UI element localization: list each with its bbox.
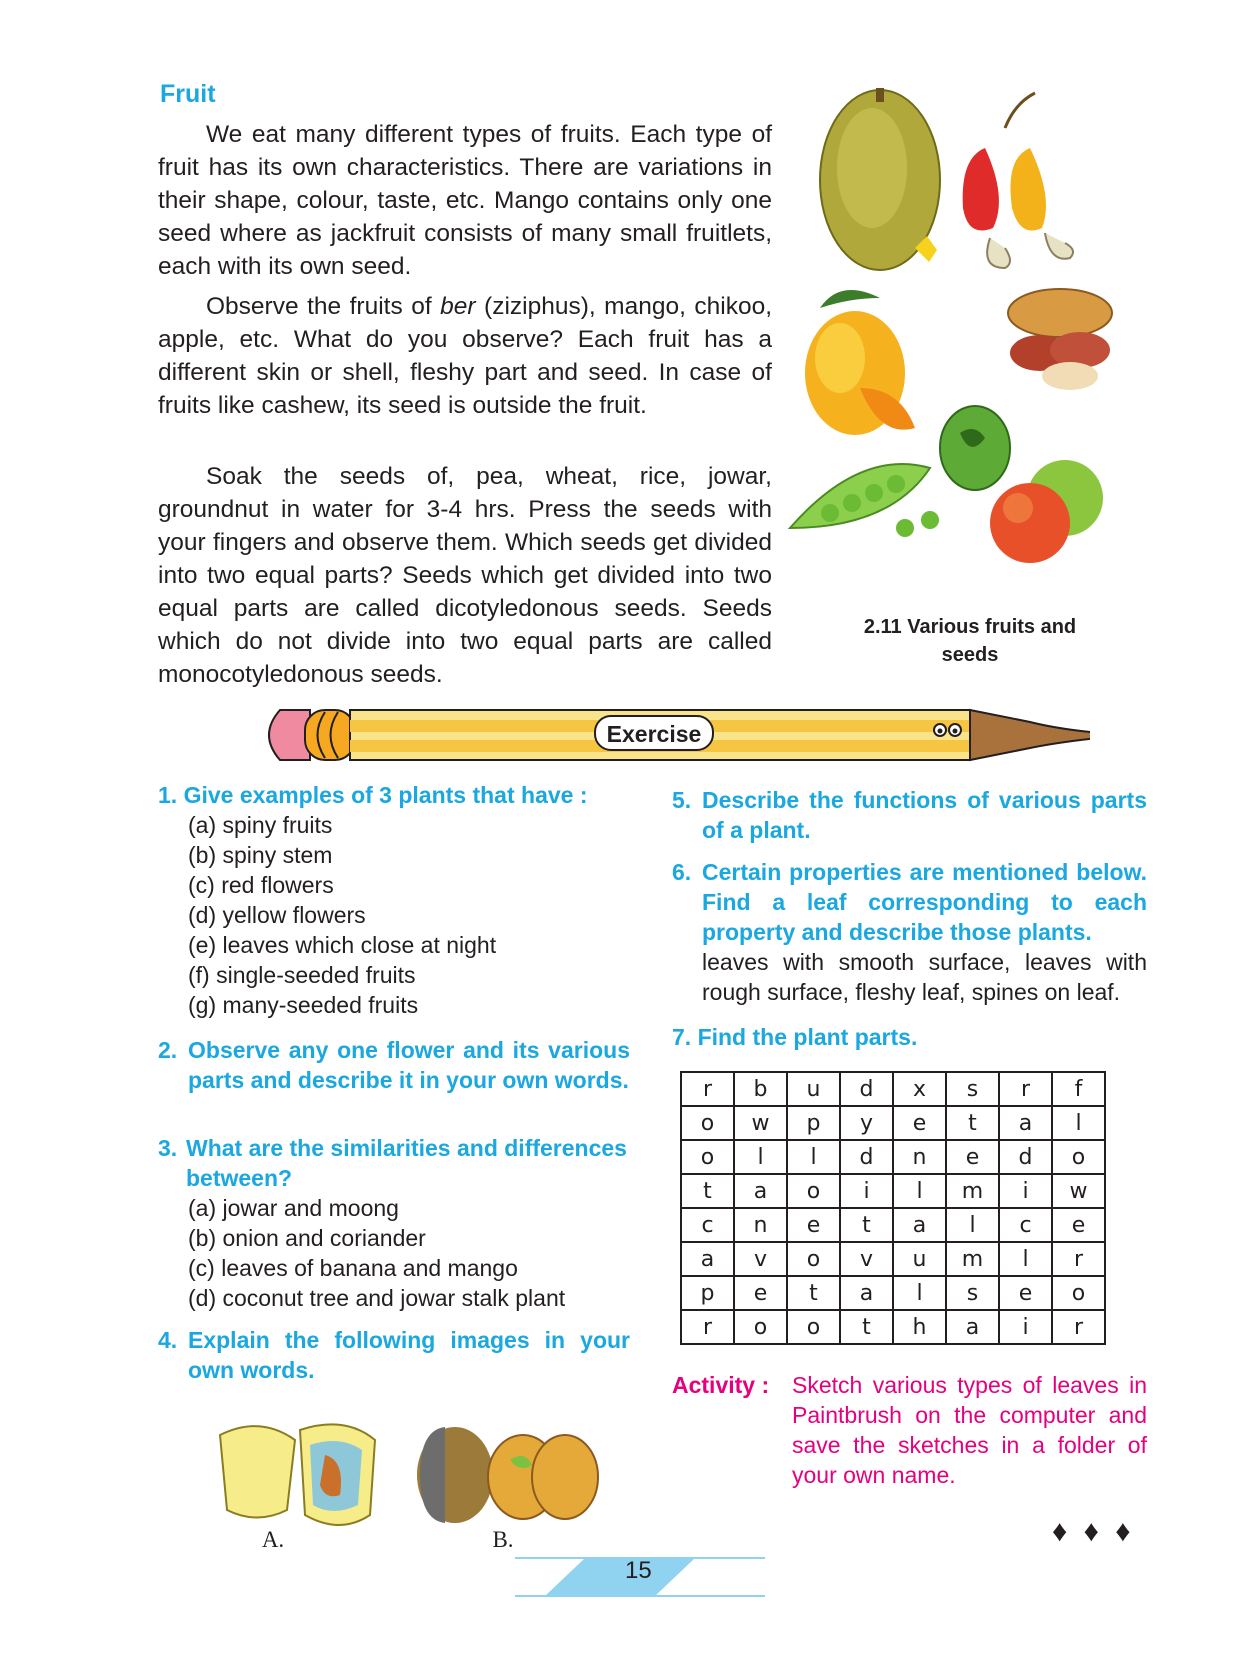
grid-cell: i (999, 1174, 1052, 1208)
grid-cell: n (893, 1140, 946, 1174)
grid-cell: e (1052, 1208, 1105, 1242)
question-6-number: 6. (672, 859, 692, 885)
jackfruit-image (820, 88, 940, 270)
grid-cell: f (1052, 1072, 1105, 1106)
question-4-number: 4. (158, 1327, 178, 1353)
paragraph-observe-fruits: Observe the fruits of ber (ziziphus), mango, chikoo, apple, etc. What do you observe? Each fruit has a different skin or shell, fleshy part and seed. In case of fruits like cashew, its seed is outside the fruit. (158, 293, 773, 419)
list-item: (e) leaves which close at night (188, 932, 497, 958)
grid-row (681, 1310, 1105, 1344)
list-item: (d) yellow flowers (188, 902, 366, 928)
grid-cell: c (681, 1208, 734, 1242)
question-2-title: Observe any one flower and its various parts and describe it in your own words. (188, 1037, 630, 1093)
grid-cell: c (999, 1208, 1052, 1242)
grid-cell: v (734, 1242, 787, 1276)
grid-cell: a (999, 1106, 1052, 1140)
grid-cell: w (734, 1106, 787, 1140)
question-6 (672, 857, 1147, 1007)
grid-cell: r (681, 1072, 734, 1106)
grid-cell: p (681, 1276, 734, 1310)
grid-cell: o (681, 1106, 734, 1140)
grid-row (681, 1174, 1105, 1208)
list-item: (a) spiny fruits (188, 812, 333, 838)
grid-cell: a (681, 1242, 734, 1276)
pea-pod-image (790, 464, 939, 537)
mango-image (805, 290, 915, 435)
grid-cell: u (787, 1072, 840, 1106)
question-3-items (158, 1193, 630, 1313)
grid-cell: t (681, 1174, 734, 1208)
grid-cell: i (999, 1310, 1052, 1344)
grid-cell: t (840, 1310, 893, 1344)
grid-cell: u (893, 1242, 946, 1276)
grid-row (681, 1276, 1105, 1310)
list-item: (b) onion and coriander (188, 1225, 426, 1251)
end-ornament: ♦ ♦ ♦ (1052, 1515, 1135, 1548)
grid-cell: o (681, 1140, 734, 1174)
figure-caption: 2.11 Various fruits and seeds (863, 616, 1077, 666)
grid-row (681, 1242, 1105, 1276)
grid-cell: e (893, 1106, 946, 1140)
question-2-number: 2. (158, 1037, 178, 1063)
question-5-title: Describe the functions of various parts of a plant. (702, 787, 1147, 843)
grid-cell: w (1052, 1174, 1105, 1208)
list-item: (f) single-seeded fruits (188, 962, 416, 988)
exercise-pencil-banner (250, 700, 1090, 770)
grid-cell: t (946, 1106, 999, 1140)
list-item: (b) spiny stem (188, 842, 333, 868)
grid-cell: a (946, 1310, 999, 1344)
green-seed-image (940, 406, 1010, 490)
question-1-title: 1. Give examples of 3 plants that have : (158, 782, 588, 808)
grid-cell: a (893, 1208, 946, 1242)
grid-cell: e (787, 1208, 840, 1242)
grid-cell: i (840, 1174, 893, 1208)
grid-cell: e (946, 1140, 999, 1174)
grid-row (681, 1140, 1105, 1174)
grid-cell: n (734, 1208, 787, 1242)
grid-cell: r (681, 1310, 734, 1344)
grid-cell: s (946, 1072, 999, 1106)
question-3-title: What are the similarities and differences between? (186, 1135, 627, 1191)
grid-cell: m (946, 1174, 999, 1208)
grid-cell: y (840, 1106, 893, 1140)
grid-cell: o (787, 1310, 840, 1344)
grid-cell: m (946, 1242, 999, 1276)
grid-row (681, 1208, 1105, 1242)
question-7-title: 7. Find the plant parts. (672, 1024, 918, 1050)
grid-cell: a (734, 1174, 787, 1208)
grid-cell: d (840, 1072, 893, 1106)
question-3-number: 3. (158, 1135, 178, 1161)
grid-cell: a (840, 1276, 893, 1310)
maize-seed-image-a (220, 1424, 375, 1550)
grid-cell: l (946, 1208, 999, 1242)
grid-cell: l (1052, 1106, 1105, 1140)
grid-cell: h (893, 1310, 946, 1344)
grid-cell: r (999, 1072, 1052, 1106)
question-5 (672, 785, 1147, 845)
paragraph-fruit-types: We eat many different types of fruits. Each type of fruit has its own characteristics. There are variations in their shape, colour, taste, etc. Mango contains only one seed where as jackfruit consists of many small fruitlets, each with its own seed. (158, 121, 772, 280)
grid-cell: l (893, 1276, 946, 1310)
grid-cell: e (999, 1276, 1052, 1310)
question-5-number: 5. (672, 787, 692, 813)
list-item: (a) jowar and moong (188, 1195, 399, 1221)
activity-label: Activity : (672, 1372, 770, 1398)
page-number: 15 (625, 1557, 652, 1584)
bean-seed-image-b (417, 1427, 598, 1550)
paragraph-soak-seeds: Soak the seeds of, pea, wheat, rice, jowar, groundnut in water for 3-4 hrs. Press the seeds with your fingers and observe them. Which seeds get divided into two equal parts? Seeds which get divided into two equal parts are called dicotyledonous seeds. Seeds which do not divide into two equal parts are called monocotyledonous seeds. (158, 463, 772, 688)
question-3 (158, 1133, 630, 1313)
grid-cell: t (840, 1208, 893, 1242)
grid-cell: l (787, 1140, 840, 1174)
grid-cell: o (787, 1242, 840, 1276)
grid-cell: l (999, 1242, 1052, 1276)
fruits-seeds-illustration (780, 88, 1140, 608)
grid-cell: l (893, 1174, 946, 1208)
grid-row (681, 1072, 1105, 1106)
list-item: (c) leaves of banana and mango (188, 1255, 518, 1281)
question-4 (158, 1325, 630, 1385)
grid-cell: d (999, 1140, 1052, 1174)
activity-block (672, 1370, 1147, 1490)
grid-cell: o (1052, 1276, 1105, 1310)
grid-cell: p (787, 1106, 840, 1140)
grid-cell: v (840, 1242, 893, 1276)
grid-cell: r (1052, 1242, 1105, 1276)
image-label-b: B. (492, 1527, 514, 1550)
question-6-title: Certain properties are mentioned below. Find a leaf corresponding to each property and describe those plants. (702, 859, 1147, 945)
grid-cell: t (787, 1276, 840, 1310)
list-item: (c) red flowers (188, 872, 334, 898)
list-item: (d) coconut tree and jowar stalk plant (188, 1285, 566, 1311)
grid-cell: o (787, 1174, 840, 1208)
exercise-label: Exercise (606, 721, 702, 747)
groundnut-image (1008, 289, 1112, 390)
grid-row (681, 1106, 1105, 1140)
grid-cell: b (734, 1072, 787, 1106)
grid-cell: o (734, 1310, 787, 1344)
grid-cell: d (840, 1140, 893, 1174)
grid-cell: o (1052, 1140, 1105, 1174)
list-item: (g) many-seeded fruits (188, 992, 419, 1018)
question-1-items (158, 810, 630, 1020)
grid-cell: s (946, 1276, 999, 1310)
image-label-a: A. (261, 1527, 285, 1550)
question-4-title: Explain the following images in your own words. (188, 1327, 630, 1383)
question-6-body: leaves with smooth surface, leaves with rough surface, fleshy leaf, spines on leaf. (702, 949, 1147, 1005)
grid-cell: x (893, 1072, 946, 1106)
grid-cell: l (734, 1140, 787, 1174)
question-1 (158, 780, 630, 1020)
seed-images (205, 1415, 625, 1550)
activity-text: Sketch various types of leaves in Paintbrush on the computer and save the sketches in a folder of your own name. (792, 1372, 1147, 1488)
question-2 (158, 1035, 630, 1095)
grid-cell: r (1052, 1310, 1105, 1344)
word-search-grid (680, 1071, 1106, 1345)
apple-image (990, 460, 1103, 563)
cashew-image (963, 93, 1073, 268)
section-heading: Fruit (160, 80, 216, 108)
grid-cell: e (734, 1276, 787, 1310)
